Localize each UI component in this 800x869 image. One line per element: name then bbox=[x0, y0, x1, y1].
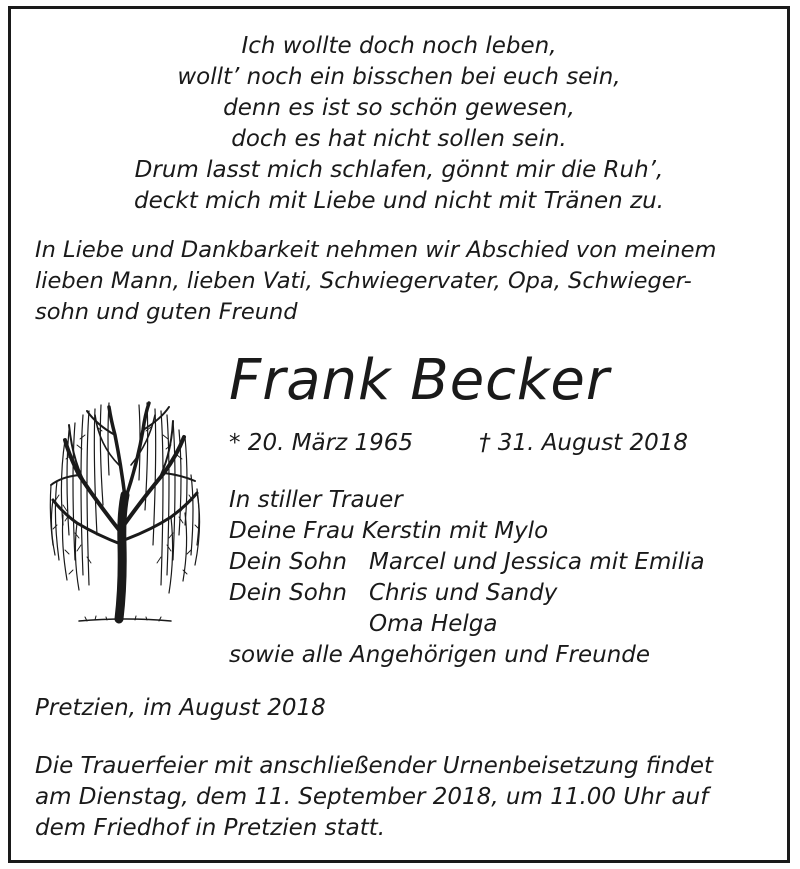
mourner-label: Dein Sohn bbox=[229, 549, 347, 575]
mourners-others: sowie alle Angehörigen und Freunde bbox=[229, 642, 651, 668]
mourners-heading: In stiller Trauer bbox=[229, 487, 403, 513]
mourner-wife: Deine Frau Kerstin mit Mylo bbox=[229, 518, 549, 544]
mourners-list bbox=[229, 485, 705, 671]
life-dates bbox=[229, 428, 689, 459]
deceased-name: Frank Becker bbox=[229, 348, 610, 413]
birth-date: * 20. März 1965 bbox=[229, 430, 414, 456]
mourner-names: Chris und Sandy bbox=[369, 580, 558, 606]
mourner-grandmother: Oma Helga bbox=[369, 611, 498, 637]
poem-line: Drum lasst mich schlafen, gönnt mir die Ruh’, bbox=[134, 157, 664, 183]
memorial-poem bbox=[11, 31, 787, 217]
obituary-frame bbox=[8, 6, 790, 863]
ceremony-line: am Dienstag, dem 11. September 2018, um 11.00 Uhr auf bbox=[35, 784, 709, 810]
funeral-announcement bbox=[35, 751, 775, 844]
farewell-intro bbox=[35, 235, 775, 328]
intro-line: In Liebe und Dankbarkeit nehmen wir Abschied von meinem bbox=[35, 237, 717, 263]
place-and-date: Pretzien, im August 2018 bbox=[35, 695, 326, 721]
poem-line: wollt’ noch ein bisschen bei euch sein, bbox=[177, 64, 621, 90]
mourner-label: Dein Sohn bbox=[229, 580, 347, 606]
poem-line: denn es ist so schön gewesen, bbox=[223, 95, 575, 121]
weeping-willow-tree-icon bbox=[39, 385, 209, 631]
poem-line: doch es hat nicht sollen sein. bbox=[231, 126, 567, 152]
intro-line: lieben Mann, lieben Vati, Schwiegervater, Opa, Schwieger- bbox=[35, 268, 692, 294]
ceremony-line: Die Trauerfeier mit anschließender Urnenbeisetzung findet bbox=[35, 753, 714, 779]
death-date: † 31. August 2018 bbox=[479, 430, 689, 456]
intro-line: sohn und guten Freund bbox=[35, 299, 298, 325]
mourner-son-row bbox=[229, 547, 705, 578]
poem-line: deckt mich mit Liebe und nicht mit Tränen zu. bbox=[133, 188, 664, 214]
mourner-names: Marcel und Jessica mit Emilia bbox=[369, 549, 705, 575]
mourner-son-row bbox=[229, 578, 650, 609]
ceremony-line: dem Friedhof in Pretzien statt. bbox=[35, 815, 386, 841]
poem-line: Ich wollte doch noch leben, bbox=[241, 33, 557, 59]
mourner-grandmother-row bbox=[229, 609, 650, 640]
